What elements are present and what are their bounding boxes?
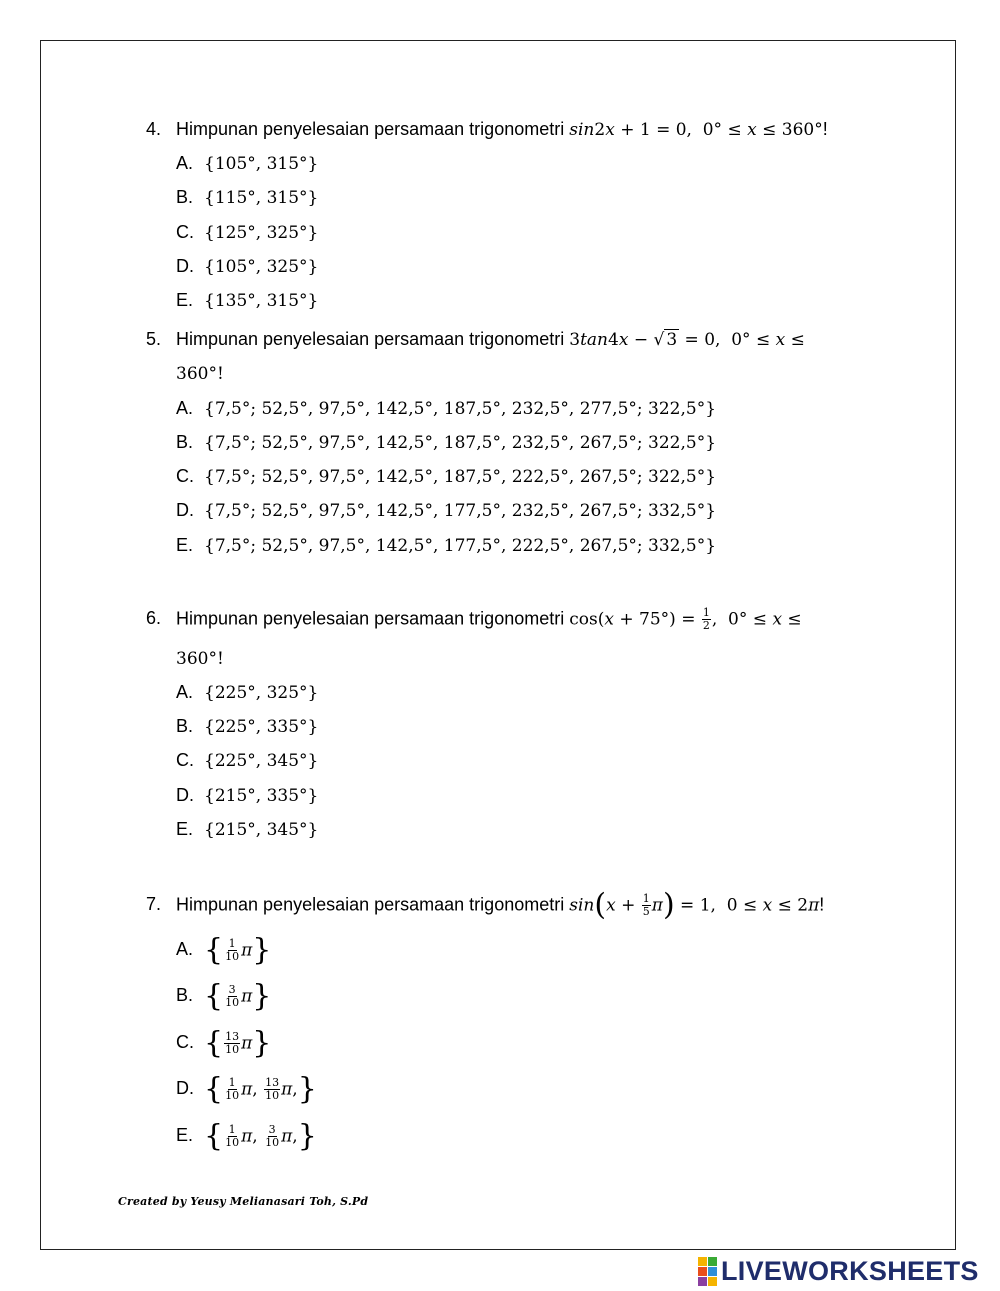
equation: sin	[569, 120, 595, 140]
question-number: 4.	[146, 119, 162, 139]
option-6a[interactable]: A. {225°, 325°}	[176, 682, 319, 703]
equation: 3	[569, 330, 581, 350]
question-6-continuation: 360°!	[176, 649, 224, 669]
option-4b[interactable]: B. {115°, 315°}	[176, 187, 319, 208]
equation: sin	[569, 895, 595, 916]
liveworksheets-logo[interactable]	[698, 1257, 979, 1285]
option-7a[interactable]: A. { $\frac{1}{10}$ π}	[176, 932, 272, 968]
author-credit: Created by Yeusy Melianasari Toh, S.Pd	[118, 1195, 369, 1208]
option-6e[interactable]: E. {215°, 345°}	[176, 819, 319, 840]
option-5c[interactable]: C. {7,5°; 52,5°, 97,5°, 142,5°, 187,5°, 222,5°, 267,5°; 322,5°}	[176, 466, 717, 487]
question-number: 6.	[146, 608, 162, 629]
option-7b[interactable]: B. { $\frac{3}{10}$ π}	[176, 978, 272, 1014]
option-7c[interactable]: C. { $\frac{13}{10}$ π}	[176, 1025, 272, 1061]
question-6: 6. Himpunan penyelesaian persamaan trigonometri cos(x + 75°) = $\frac{1}{2}$ , 0° ≤ x ≤	[146, 606, 802, 632]
option-6b[interactable]: B. {225°, 335°}	[176, 716, 319, 737]
option-4d[interactable]: D. {105°, 325°}	[176, 256, 319, 277]
question-prompt: Himpunan penyelesaian persamaan trigonometri	[176, 329, 565, 349]
question-prompt: Himpunan penyelesaian persamaan trigonometri	[176, 894, 565, 915]
option-6c[interactable]: C. {225°, 345°}	[176, 750, 319, 771]
question-7: 7. Himpunan penyelesaian persamaan trigonometri sin(x + $\frac{1}{5}$ π) = 1, 0 ≤ x ≤ 2π!	[146, 887, 825, 923]
option-4a[interactable]: A. {105°, 315°}	[176, 153, 319, 174]
question-number: 7.	[146, 894, 162, 915]
logo-icon	[698, 1257, 717, 1286]
option-5d[interactable]: D. {7,5°; 52,5°, 97,5°, 142,5°, 177,5°, 232,5°, 267,5°; 332,5°}	[176, 500, 717, 521]
question-number: 5.	[146, 329, 162, 349]
option-5e[interactable]: E. {7,5°; 52,5°, 97,5°, 142,5°, 177,5°, 222,5°, 267,5°; 332,5°}	[176, 535, 717, 556]
question-4: 4. Himpunan penyelesaian persamaan trigonometri sin2x + 1 = 0, 0° ≤ x ≤ 360°!	[146, 119, 828, 140]
question-5-continuation: 360°!	[176, 364, 224, 384]
option-5a[interactable]: A. {7,5°; 52,5°, 97,5°, 142,5°, 187,5°, 232,5°, 277,5°; 322,5°}	[176, 398, 717, 419]
option-4e[interactable]: E. {135°, 315°}	[176, 290, 319, 311]
option-6d[interactable]: D. {215°, 335°}	[176, 785, 319, 806]
option-5b[interactable]: B. {7,5°; 52,5°, 97,5°, 142,5°, 187,5°, 232,5°, 267,5°; 322,5°}	[176, 432, 717, 453]
option-7e[interactable]: E. { $\frac{1}{10}$ π, $\frac{3}{10}$ π,}	[176, 1118, 317, 1154]
question-prompt: Himpunan penyelesaian persamaan trigonometri	[176, 608, 565, 629]
option-4c[interactable]: C. {125°, 325°}	[176, 222, 319, 243]
equation: cos(	[569, 609, 605, 630]
option-7d[interactable]: D. { $\frac{1}{10}$ π, $\frac{13}{10}$ π,}	[176, 1071, 317, 1107]
question-5: 5. Himpunan penyelesaian persamaan trigonometri 3tan4x − √ 3 = 0, 0° ≤ x ≤	[146, 329, 805, 350]
question-prompt: Himpunan penyelesaian persamaan trigonometri	[176, 119, 565, 139]
brand-name: LIVEWORKSHEETS	[721, 1255, 979, 1286]
